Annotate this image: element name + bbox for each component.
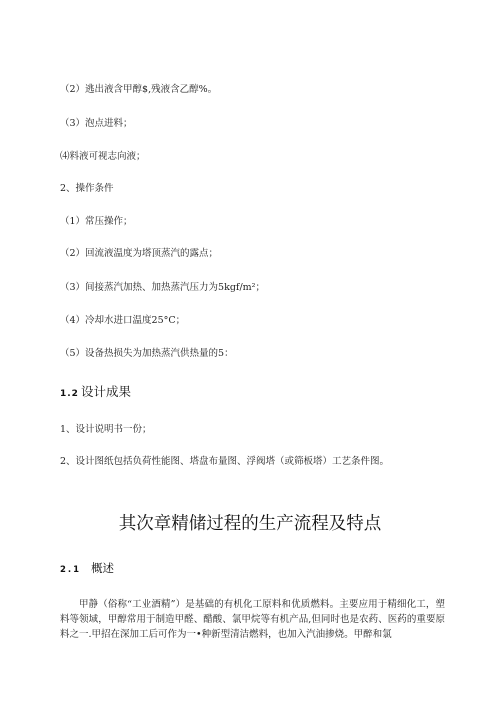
overview-paragraph: 甲静（俗称“工业酒精”）是基础的有机化工原料和优质燃料。主要应用于精细化工，塑料等领域，甲醇常用于制造甲醛、醋酸、氯甲烷等有机产品,但同时也是农药、医药的重要原料之一.甲招在深加工后可作为一•种新型清洁燃料，也加入汽油掺烧。甲醉和氯 (60, 599, 445, 640)
section-heading-2-1 (60, 561, 114, 578)
condition-reflux: （2）回流液温度为塔顶蒸汽的露点； (60, 248, 219, 259)
section-number: 2.1 (60, 565, 82, 575)
chapter-title: 其次章精储过程的生产流程及特点 (118, 514, 382, 534)
section-title: 概述 (91, 561, 115, 575)
section-heading-1-2 (60, 384, 131, 402)
condition-heat-loss: （5）设备热损失为加热蒸汽供热量的5： (60, 348, 234, 359)
result-item-1: 1、设计说明书一份； (60, 424, 152, 435)
condition-liquid: ⑷料液可视志向液； (60, 151, 146, 162)
result-item-2: 2、设计图纸包括负荷性能图、塔盘布量图、浮阀塔（或筛板塔）工艺条件图。 (60, 456, 390, 467)
condition-pressure: （1）常压操作； (60, 216, 133, 227)
condition-steam: （3）间接蒸汽加热、加热蒸汽压力为5kgf/m²； (60, 282, 265, 293)
section-number: 1.2 (60, 389, 79, 399)
condition-cooling-water: （4）冷却水进口温度25°C； (60, 315, 186, 326)
operating-conditions-heading: 2、操作条件 (60, 183, 114, 194)
condition-distillate: （2）逃出液含甲醇$,残液含乙醇%。 (60, 84, 218, 95)
condition-feed: （3）泡点进料； (60, 118, 133, 129)
section-title: 设计成果 (80, 384, 131, 399)
